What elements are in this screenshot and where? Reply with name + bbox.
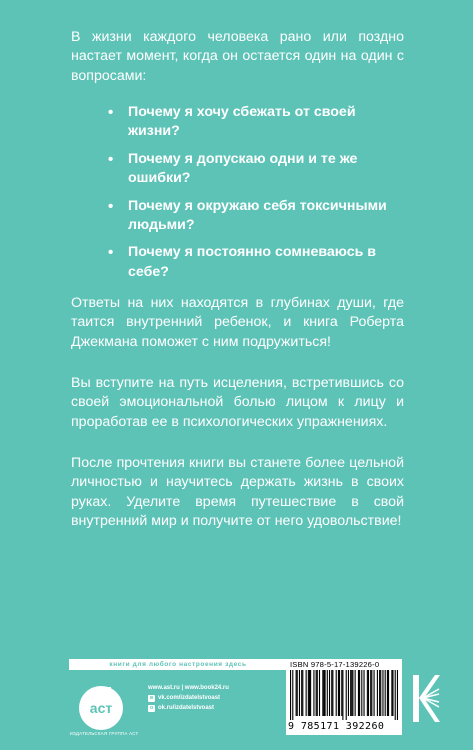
barcode-bar — [379, 670, 380, 716]
barcode-bar — [331, 670, 332, 716]
websites-row[interactable]: www.ast.ru | www.book24.ru — [148, 685, 229, 691]
publisher-caption: ИЗДАТЕЛЬСКАЯ ГРУППА АСТ — [69, 731, 139, 736]
question-item: • Почему я постоянно сомневаюсь в себе? — [108, 244, 376, 280]
bullet-icon: • — [108, 150, 114, 168]
barcode-bar — [361, 670, 362, 716]
barcode-bar — [374, 670, 375, 716]
ast-logo-icon — [75, 681, 127, 733]
barcode-bar — [391, 670, 392, 716]
barcode-bar — [313, 670, 314, 716]
barcode-bar — [322, 670, 323, 716]
barcode-bar — [363, 670, 364, 716]
body-paragraph-1: Ответы на них находятся в глубинах души, где таится внутренний ребенок, и книга Роберта Джекмана поможет с ним подружиться! — [71, 295, 404, 350]
barcode-bar — [301, 670, 302, 716]
ok-icon: о — [149, 704, 154, 711]
question-item: • Почему я хочу сбежать от своей жизни? — [108, 104, 356, 140]
barcode-bar — [395, 670, 396, 720]
ok-link[interactable]: о ok.ru/izdatelstvoast — [149, 704, 215, 711]
body-paragraph-2: Вы вступите на путь исцеления, встретившись со своей эмоциональной болью лицом к лицу и проработав ее в психологических упражнениях. — [71, 375, 404, 430]
question-item: • Почему я окружаю себя токсичными людьми? — [108, 197, 387, 234]
barcode-bar — [392, 670, 393, 716]
slogan-band: книги для любого настроения здесь — [69, 659, 287, 670]
barcode-bar — [297, 670, 298, 716]
publisher-links — [148, 683, 273, 713]
barcode-bar — [348, 670, 349, 716]
barcode-digits: 9 785171 392260 — [288, 721, 385, 732]
barcode-bar — [341, 670, 342, 716]
barcode-bar — [388, 670, 389, 716]
barcode-bar — [292, 670, 293, 720]
barcode-bar — [327, 670, 328, 716]
barcode-bar — [368, 670, 369, 716]
barcode-bar — [380, 670, 381, 716]
barcode-bar — [367, 670, 368, 716]
barcode-bar — [296, 670, 297, 716]
isbn: ISBN 978-5-17-139226-0 — [290, 660, 380, 669]
barcode-bar — [332, 670, 333, 716]
imprint-k-logo-icon — [409, 671, 441, 726]
barcode-bar — [382, 670, 383, 716]
barcode-bar — [306, 670, 307, 716]
barcode-bar — [336, 670, 337, 716]
barcode-bar — [359, 670, 360, 716]
barcode-bar — [385, 670, 386, 716]
logo-text: аст — [89, 700, 113, 716]
barcode-bar — [397, 670, 398, 720]
barcode-bar — [339, 670, 340, 716]
barcode-bar — [319, 670, 320, 716]
barcode-bar — [371, 670, 372, 716]
intro-paragraph: В жизни каждого человека рано или поздно настает момент, когда он остается один на один с вопросами: — [71, 29, 404, 84]
barcode-bar — [325, 670, 326, 716]
barcode-bar — [350, 670, 351, 716]
barcode-block — [286, 659, 402, 735]
question-list — [108, 103, 408, 290]
barcode-bar — [352, 670, 353, 716]
barcode-bar — [329, 670, 330, 716]
barcode-icon — [290, 670, 398, 720]
barcode-bar — [302, 670, 303, 716]
bullet-icon: • — [108, 104, 114, 121]
barcode-bar — [370, 670, 371, 716]
vk-link[interactable]: в vk.com/izdatelstvoast — [149, 694, 221, 701]
barcode-bar — [351, 670, 352, 716]
barcode-bar — [309, 670, 310, 716]
barcode-bar — [308, 670, 309, 716]
barcode-bar — [290, 670, 291, 720]
barcode-bar — [342, 670, 343, 720]
question-item: • Почему я допускаю одни и те же ошибки? — [108, 150, 358, 187]
body-paragraph-3: После прочтения книги вы станете более цельной личностью и научитесь держать жизнь в своих руках. Уделите время путешествие в свой внутренний мир и получите от него удовольствие! — [71, 455, 404, 530]
bullet-icon: • — [108, 244, 114, 262]
barcode-bar — [310, 670, 311, 716]
barcode-bar — [358, 670, 359, 716]
barcode-bar — [346, 670, 347, 720]
barcode-bar — [323, 670, 324, 716]
barcode-bar — [377, 670, 378, 716]
barcode-bar — [338, 670, 339, 716]
barcode-bar — [299, 670, 300, 716]
barcode-bar — [316, 670, 317, 716]
vk-icon: в — [149, 694, 154, 701]
bullet-icon: • — [108, 197, 114, 215]
barcode-bar — [317, 670, 318, 716]
barcode-bar — [355, 670, 356, 716]
barcode-bar — [387, 670, 388, 716]
